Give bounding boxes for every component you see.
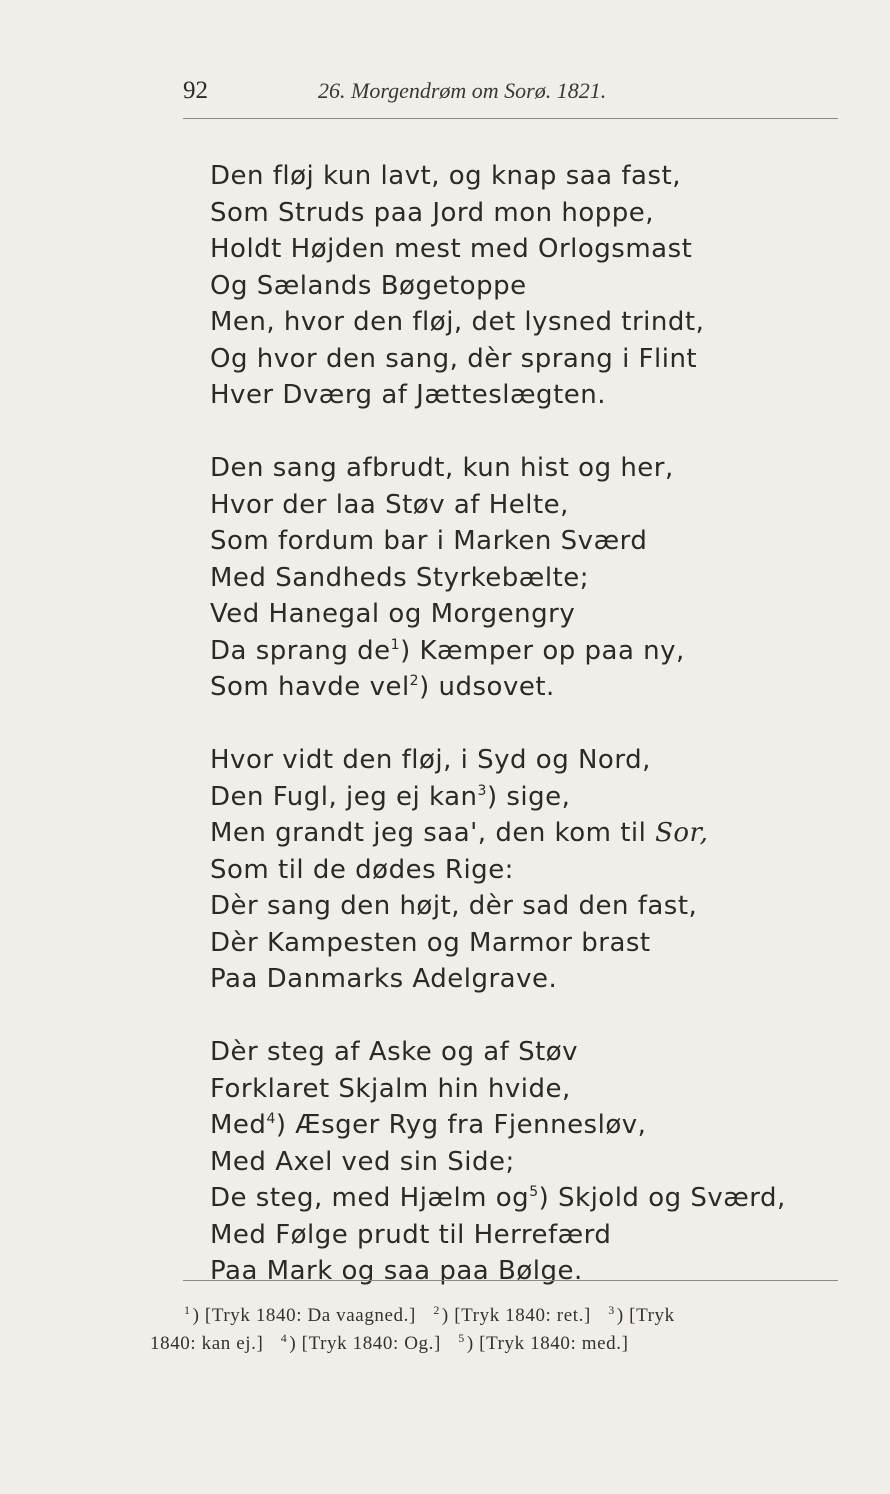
footnote: $^1$ ) [Tryk 1840: Da vaagned.] [184,1303,416,1326]
verse-line: Da sprang $de^1$) Kæmper op paa ny, [210,635,685,666]
footnote: $^2$ ) [Tryk 1840: ret.] [433,1303,591,1326]
verse-line: Men grandt jeg saa', den kom til Sor, [210,818,709,848]
footnote-marker: 1 [390,636,401,653]
footnotes [150,1302,850,1358]
header-rule [183,118,838,119]
verse-line: Som havde vel$^2$) udsovet. [210,672,555,702]
verse-line: Paa Danmarks Adelgrave. [210,964,558,994]
verse-line: Den fløj kun lavt, og knap saa fast, [210,161,681,191]
verse-line: Den sang afbrudt, kun hist og her, [210,453,674,483]
verse-line: Dèr sang den højt, dèr sad den fast, [210,891,698,921]
verse-line: De steg, med Hjælm $og^5$) Skjold og Sværd, [210,1183,786,1213]
verse-line: Med Axel ved sin Side; [210,1146,515,1177]
verse-line: Og Sælands Bøgetoppe [210,270,527,301]
verse-line: Holdt Højden mest med Orlogsmast [210,234,693,264]
footnote-line [150,1330,850,1358]
poem [210,158,850,1290]
verse-line: Som til de dødes Rige: [210,854,514,885]
verse-line: Med Sandheds Styrkebælte; [210,562,590,593]
footnote-rule [183,1280,838,1281]
footnote-marker: 4 [266,1111,276,1127]
verse-line: Paa Mark og saa paa Bølge. [210,1256,583,1286]
footnote: $^4$ ) [Tryk 1840: Og.] [280,1331,441,1354]
stanza [210,742,850,998]
stanza [210,158,850,414]
footnote-line [150,1302,850,1330]
footnote: 1840: kan ej.] [150,1333,264,1354]
place-name: Sor, [655,818,709,848]
verse-line: Dèr Kampesten og Marmor brast [210,927,651,958]
verse-line: Forklaret Skjalm hin hvide, [210,1073,571,1104]
verse-line: Hvor vidt den fløj, i Syd og Nord, [210,745,651,775]
verse-line: Ved Hanegal og Morgengry [210,599,576,629]
stanza [210,450,850,706]
verse-line: Som Struds paa Jord mon hoppe, [210,197,655,228]
verse-line: Men, hvor den fløj, det lysned trindt, [210,307,705,337]
stanza [210,1034,850,1290]
verse-line: Hvor der laa Støv af Helte, [210,489,569,520]
verse-line: Hver Dværg af Jætteslægten. [210,380,606,410]
running-head: 26. Morgendrøm om Sorø. 1821. [318,78,607,103]
verse-line: Med$^4$) Æsger Ryg fra Fjennesløv, [210,1110,647,1140]
verse-line: Den Fugl, jeg ej kan$^3$) sige, [210,781,571,812]
verse-line: Og hvor den sang, dèr sprang i Flint [210,343,698,374]
footnote-marker: 3 [477,782,487,799]
footnote: $^3$ ) [Tryk [608,1303,675,1326]
verse-line: Med Følge prudt til Herrefærd [210,1219,612,1250]
footnote: $^5$ ) [Tryk 1840: med.] [458,1331,629,1354]
verse-line: Som fordum bar i Marken Sværd [210,526,648,556]
page-number: 92 [183,77,208,104]
footnote-marker: 5 [529,1184,539,1200]
verse-line: Dèr steg af Aske og af Støv [210,1037,579,1067]
footnote-marker: 2 [409,673,420,689]
